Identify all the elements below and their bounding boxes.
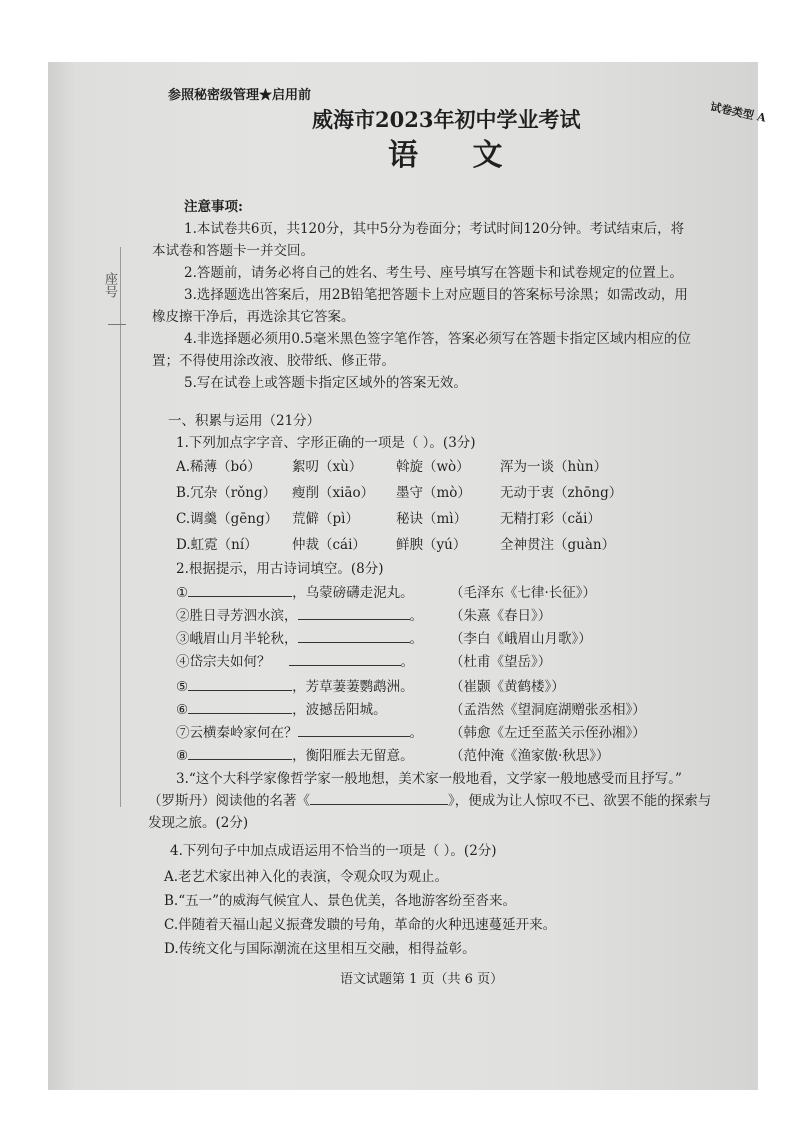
q1-option-b-2: 瘦削（xiāo） [292,485,375,501]
q2-item-1-source: （毛泽东《七律·长征》） [450,585,597,601]
q2-item-6-source: （孟浩然《望洞庭湖赠张丞相》） [450,702,646,718]
secret-level-label: 参照秘密级管理★启用前 [168,88,312,103]
q1-option-c-1: C.调羹（gēng） [176,511,279,527]
q2-item-2: ②胜日寻芳泗水滨， 。 [176,608,423,624]
q2-item-4-source: （杜甫《望岳》） [450,654,552,670]
q4-option-a: A.老艺术家出神入化的表演，令观众叹为观止。 [164,869,449,885]
q1-option-d-4: 全神贯注（guàn） [500,537,616,553]
section-heading: 一、积累与运用（21分） [168,413,321,429]
notice-line-7: 置；不得使用涂改液、胶带纸、修正带。 [152,353,395,369]
notice-line-8: 5.写在试卷上或答题卡指定区域外的答案无效。 [184,375,467,391]
q1-stem: 1.下列加点字字音、字形正确的一项是（ ）。(3分) [176,435,476,451]
q2-item-2-source: （朱熹《春日》） [450,608,552,624]
q2-item-3-source: （李白《峨眉山月歌》） [450,631,592,647]
page-footer: 语文试题第 1 页（共 6 页） [340,972,504,987]
exam-title: 威海市2023年初中学业考试 [312,107,581,132]
q2-item-7: ⑦云横秦岭家何在？ 。 [176,725,423,741]
subject-title: 语 文 [388,138,525,173]
notice-line-2: 本试卷和答题卡一并交回。 [152,243,314,259]
q1-option-b-4: 无动于衷（zhōng） [500,485,623,501]
q2-stem: 2.根据提示，用古诗词填空。(8分) [176,561,384,577]
notice-line-3: 2.答题前，请务必将自己的姓名、考生号、座号填写在答题卡和试卷规定的位置上。 [184,265,683,281]
q1-option-a-4: 浑为一谈（hùn） [500,459,608,475]
q4-stem: 4.下列句子中加点成语运用不恰当的一项是（ ）。(2分) [170,843,497,859]
paper-type-label: 试卷类型 A [709,100,768,125]
binding-line [120,247,121,807]
notice-line-4: 3.选择题选出答案后，用2B铅笔把答题卡上对应题目的答案标号涂黑；如需改动，用 [184,287,688,303]
q4-option-c: C.伴随着天福山起义振聋发聩的号角，革命的火种迅速蔓延开来。 [164,917,557,933]
q2-item-8-source: （范仲淹《渔家傲·秋思》） [450,748,610,764]
q3-line-2: （罗斯丹）阅读他的名著《 》，便成为让人惊叹不已、欲罢不能的探索与 [148,793,712,809]
q1-option-d-3: 鲜腴（yú） [396,537,467,553]
q1-option-b-3: 墨守（mò） [396,485,471,501]
notice-heading: 注意事项: [184,199,243,215]
q2-item-1: ① ，乌蒙磅礴走泥丸。 [176,585,414,601]
q2-item-6: ⑥ ，波撼岳阳城。 [176,702,387,718]
seat-number-blank-line [108,324,126,325]
q1-option-c-3: 秘诀（mì） [396,511,468,527]
q1-option-c-4: 无精打彩（cǎi） [500,511,601,527]
q1-option-d-2: 仲裁（cái） [292,537,366,553]
q4-option-d: D.传统文化与国际潮流在这里相互交融，相得益彰。 [164,941,476,957]
q2-item-5-source: （崔颢《黄鹤楼》） [450,679,565,695]
notice-line-6: 4.非选择题必须用0.5毫米黑色签字笔作答，答案必须写在答题卡指定区域内相应的位 [184,331,691,347]
q1-option-a-1: A.稀薄（bó） [176,459,261,475]
q1-option-d-1: D.虹霓（ní） [176,537,258,553]
q4-option-b: B.“五一”的威海气候宜人、景色优美，各地游客纷至沓来。 [164,893,517,909]
seat-number-label: 座号 [102,272,117,298]
q1-option-a-2: 絮叨（xù） [292,459,363,475]
q3-line-3: 发现之旅。(2分) [148,815,249,831]
q2-item-7-source: （韩愈《左迁至蓝关示侄孙湘》） [450,725,646,741]
q2-item-8: ⑧ ，衡阳雁去无留意。 [176,748,414,764]
q2-item-4: ④岱宗夫如何？ 。 [176,654,414,670]
notice-line-1: 1.本试卷共6页，共120分，其中5分为卷面分；考试时间120分钟。考试结束后，将 [184,221,685,237]
q1-option-a-3: 斡旋（wò） [396,459,470,475]
q1-option-b-1: B.冗杂（rǒng） [176,485,277,501]
notice-line-5: 橡皮擦干净后，再选涂其它答案。 [152,309,355,325]
q3-line-1: 3.“这个大科学家像哲学家一般地想，美术家一般地看，文学家一般地感受而且抒写。” [176,771,682,787]
q2-item-3: ③峨眉山月半轮秋， 。 [176,631,423,647]
q2-item-5: ⑤ ，芳草萋萋鹦鹉洲。 [176,679,414,695]
q1-option-c-2: 荒僻（pì） [292,511,359,527]
